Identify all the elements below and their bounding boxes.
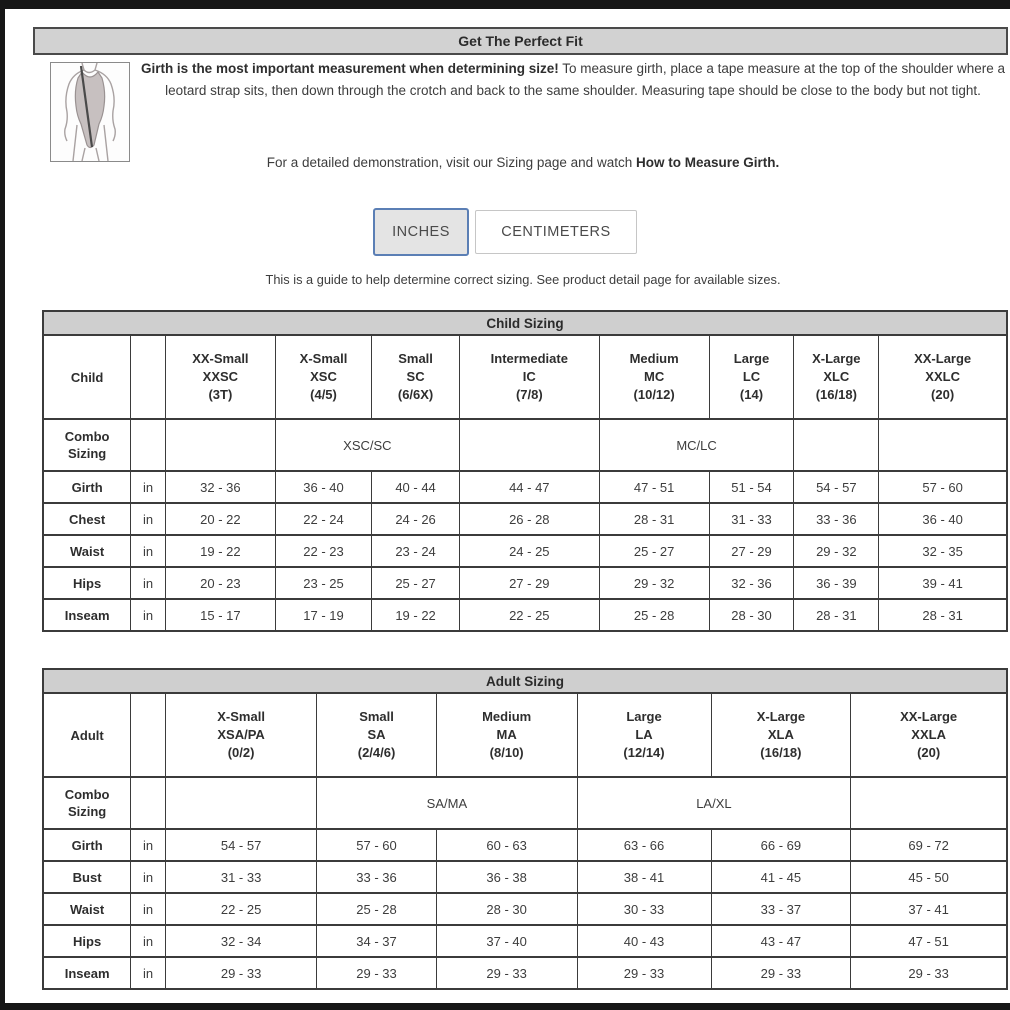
adult-unit: in: [131, 925, 166, 957]
adult-combo-cell: [851, 777, 1007, 829]
adult-value: 33 - 37: [711, 893, 851, 925]
child-value: 36 - 40: [275, 471, 371, 503]
adult-value: 63 - 66: [577, 829, 711, 861]
child-value: 57 - 60: [879, 471, 1007, 503]
adult-value: 32 - 34: [165, 925, 316, 957]
child-value: 33 - 36: [794, 503, 879, 535]
child-value: 28 - 30: [709, 599, 794, 631]
adult-col-large: Large LA (12/14): [577, 693, 711, 777]
child-unit: in: [131, 599, 166, 631]
adult-combo-cell: LA/XL: [577, 777, 851, 829]
adult-value: 37 - 40: [436, 925, 577, 957]
child-value: 19 - 22: [372, 599, 460, 631]
adult-row-label-hips: Hips: [43, 925, 131, 957]
child-value: 28 - 31: [879, 599, 1007, 631]
adult-combo-label: Combo Sizing: [43, 777, 131, 829]
centimeters-button[interactable]: CENTIMETERS: [475, 210, 637, 254]
child-unit-header-cell: [131, 335, 166, 419]
child-combo-cell: MC/LC: [599, 419, 794, 471]
adult-value: 25 - 28: [317, 893, 437, 925]
adult-value: 30 - 33: [577, 893, 711, 925]
child-value: 23 - 25: [275, 567, 371, 599]
child-value: 44 - 47: [459, 471, 599, 503]
child-value: 47 - 51: [599, 471, 709, 503]
child-combo-cell: [794, 419, 879, 471]
child-value: 22 - 25: [459, 599, 599, 631]
adult-value: 28 - 30: [436, 893, 577, 925]
adult-value: 47 - 51: [851, 925, 1007, 957]
demo-note: [40, 155, 1006, 170]
child-value: 29 - 32: [794, 535, 879, 567]
adult-unit: in: [131, 861, 166, 893]
adult-value: 31 - 33: [165, 861, 316, 893]
demo-note-bold: How to Measure Girth.: [635, 155, 780, 170]
screenshot-frame-top: [0, 0, 1010, 9]
child-combo-cell: XSC/SC: [275, 419, 459, 471]
child-row-header: Child: [43, 335, 131, 419]
adult-col-xx-large: XX-Large XXLA (20): [851, 693, 1007, 777]
adult-sizing-table: [42, 668, 1008, 990]
child-row-label-girth: Girth: [43, 471, 131, 503]
unit-toggle: [0, 208, 1010, 256]
child-value: 22 - 24: [275, 503, 371, 535]
adult-value: 69 - 72: [851, 829, 1007, 861]
child-value: 24 - 25: [459, 535, 599, 567]
girth-instructions-lead: Girth is the most important measurement when determining size!: [140, 61, 559, 76]
child-col-x-large: X-Large XLC (16/18): [794, 335, 879, 419]
child-value: 19 - 22: [165, 535, 275, 567]
adult-value: 33 - 36: [317, 861, 437, 893]
child-col-small: Small SC (6/6X): [372, 335, 460, 419]
child-value: 24 - 26: [372, 503, 460, 535]
child-sizing-table: [42, 310, 1008, 632]
guide-note: This is a guide to help determine correct sizing. See product detail page for available sizes.: [265, 272, 781, 287]
adult-value: 41 - 45: [711, 861, 851, 893]
girth-instructions: [140, 58, 1006, 102]
adult-row-label-girth: Girth: [43, 829, 131, 861]
child-value: 25 - 28: [599, 599, 709, 631]
child-value: 26 - 28: [459, 503, 599, 535]
child-row-label-waist: Waist: [43, 535, 131, 567]
adult-col-medium: Medium MA (8/10): [436, 693, 577, 777]
adult-value: 29 - 33: [436, 957, 577, 989]
child-col-xx-small: XX-Small XXSC (3T): [165, 335, 275, 419]
adult-value: 36 - 38: [436, 861, 577, 893]
adult-combo-unit-cell: [131, 777, 166, 829]
child-combo-unit-cell: [131, 419, 166, 471]
adult-unit: in: [131, 829, 166, 861]
child-combo-cell: [165, 419, 275, 471]
adult-value: 29 - 33: [851, 957, 1007, 989]
adult-value: 34 - 37: [317, 925, 437, 957]
adult-value: 45 - 50: [851, 861, 1007, 893]
adult-value: 40 - 43: [577, 925, 711, 957]
child-value: 32 - 36: [165, 471, 275, 503]
child-col-medium: Medium MC (10/12): [599, 335, 709, 419]
adult-unit: in: [131, 893, 166, 925]
adult-value: 38 - 41: [577, 861, 711, 893]
adult-value: 54 - 57: [165, 829, 316, 861]
page-title-text: Get The Perfect Fit: [458, 33, 583, 49]
child-table-title: Child Sizing: [43, 311, 1007, 335]
adult-value: 29 - 33: [165, 957, 316, 989]
child-value: 22 - 23: [275, 535, 371, 567]
leotard-figure-illustration: [51, 63, 129, 161]
adult-combo-cell: [165, 777, 316, 829]
child-row-label-hips: Hips: [43, 567, 131, 599]
child-col-intermediate: Intermediate IC (7/8): [459, 335, 599, 419]
child-value: 28 - 31: [599, 503, 709, 535]
adult-value: 29 - 33: [711, 957, 851, 989]
adult-value: 29 - 33: [577, 957, 711, 989]
inches-button[interactable]: INCHES: [373, 208, 469, 256]
child-value: 31 - 33: [709, 503, 794, 535]
adult-value: 60 - 63: [436, 829, 577, 861]
child-value: 36 - 39: [794, 567, 879, 599]
screenshot-frame-bottom: [0, 1003, 1010, 1010]
adult-value: 57 - 60: [317, 829, 437, 861]
child-value: 20 - 23: [165, 567, 275, 599]
adult-row-label-bust: Bust: [43, 861, 131, 893]
child-value: 51 - 54: [709, 471, 794, 503]
child-combo-cell: [459, 419, 599, 471]
adult-col-x-small: X-Small XSA/PA (0/2): [165, 693, 316, 777]
adult-value: 29 - 33: [317, 957, 437, 989]
child-value: 32 - 36: [709, 567, 794, 599]
leotard-girth-diagram: [50, 62, 130, 162]
page-title: [33, 27, 1008, 55]
adult-row-header: Adult: [43, 693, 131, 777]
child-unit: in: [131, 535, 166, 567]
adult-row-label-waist: Waist: [43, 893, 131, 925]
adult-col-small: Small SA (2/4/6): [317, 693, 437, 777]
child-col-xx-large: XX-Large XXLC (20): [879, 335, 1007, 419]
child-col-large: Large LC (14): [709, 335, 794, 419]
screenshot-frame-left: [0, 0, 5, 1010]
child-value: 28 - 31: [794, 599, 879, 631]
child-value: 27 - 29: [709, 535, 794, 567]
child-row-label-inseam: Inseam: [43, 599, 131, 631]
demo-note-prefix: For a detailed demonstration, visit our Sizing page and watch: [266, 155, 636, 170]
child-value: 29 - 32: [599, 567, 709, 599]
child-value: 17 - 19: [275, 599, 371, 631]
adult-col-x-large: X-Large XLA (16/18): [711, 693, 851, 777]
child-row-label-chest: Chest: [43, 503, 131, 535]
child-unit: in: [131, 471, 166, 503]
child-value: 23 - 24: [372, 535, 460, 567]
child-col-x-small: X-Small XSC (4/5): [275, 335, 371, 419]
child-value: 32 - 35: [879, 535, 1007, 567]
adult-unit-header-cell: [131, 693, 166, 777]
child-value: 54 - 57: [794, 471, 879, 503]
adult-value: 37 - 41: [851, 893, 1007, 925]
child-value: 40 - 44: [372, 471, 460, 503]
adult-row-label-inseam: Inseam: [43, 957, 131, 989]
child-value: 39 - 41: [879, 567, 1007, 599]
adult-value: 66 - 69: [711, 829, 851, 861]
child-value: 25 - 27: [599, 535, 709, 567]
adult-combo-cell: SA/MA: [317, 777, 577, 829]
child-value: 20 - 22: [165, 503, 275, 535]
adult-table-title: Adult Sizing: [43, 669, 1007, 693]
child-combo-label: Combo Sizing: [43, 419, 131, 471]
adult-unit: in: [131, 957, 166, 989]
child-unit: in: [131, 567, 166, 599]
child-value: 15 - 17: [165, 599, 275, 631]
adult-value: 22 - 25: [165, 893, 316, 925]
child-value: 25 - 27: [372, 567, 460, 599]
child-unit: in: [131, 503, 166, 535]
adult-value: 43 - 47: [711, 925, 851, 957]
child-combo-cell: [879, 419, 1007, 471]
child-value: 27 - 29: [459, 567, 599, 599]
girth-instructions-body: To measure girth, place a tape measure at the top of the shoulder where a leotard strap sits, then down through the crotch and back to the same shoulder. Measuring tape should be close to the body but not tight.: [165, 61, 1006, 98]
child-value: 36 - 40: [879, 503, 1007, 535]
